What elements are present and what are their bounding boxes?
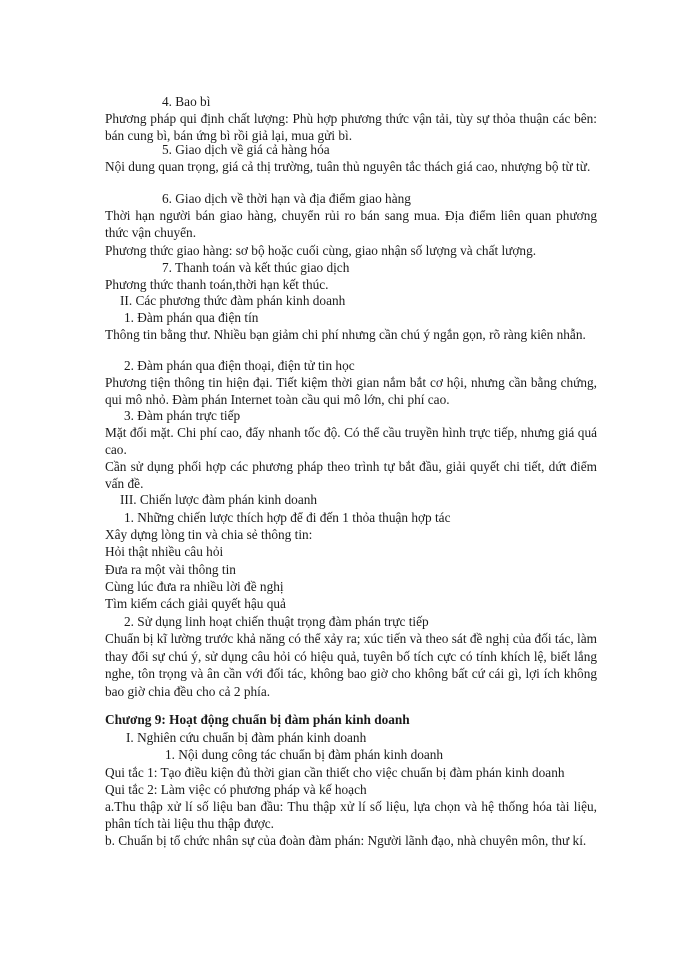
paragraph-b: b. Chuẩn bị tổ chức nhân sự của đoàn đàm phán: Người lãnh đạo, nhà chuyên môn, thư kí. bbox=[105, 833, 587, 848]
paragraph-chat-luong: Phương pháp qui định chất lượng: Phù hợp phương thức vận tải, tùy sự thỏa thuận các bên: bán cung bì, bán ứng bì rồi giả lại, mua gửi bì. bbox=[105, 111, 597, 143]
paragraph-gia-ca: Nội dung quan trọng, giá cả thị trường, tuân thủ nguyên tắc thách giá cao, nhượng bộ từ từ. bbox=[105, 159, 591, 174]
heading-III-1: 1. Những chiến lược thích hợp để đi đến 1 thỏa thuận hợp tác bbox=[124, 510, 451, 525]
chapter-title: Chương 9: Hoạt động chuẩn bị đàm phán kinh doanh bbox=[105, 712, 410, 727]
paragraph-II-3: Mặt đối mặt. Chi phí cao, đẩy nhanh tốc độ. Có thể cầu truyền hình trực tiếp, nhưng giá quá cao. bbox=[105, 425, 597, 457]
heading-II-1: 1. Đàm phán qua điện tín bbox=[124, 310, 259, 325]
heading-section-III: III. Chiến lược đàm phán kinh doanh bbox=[120, 492, 318, 507]
heading-gia-ca: 5. Giao dịch về giá cả hàng hóa bbox=[162, 142, 330, 157]
heading-I-1: 1. Nội dung công tác chuẩn bị đàm phán kinh doanh bbox=[165, 747, 444, 762]
heading-thanh-toan: 7. Thanh toán và kết thúc giao dịch bbox=[162, 260, 350, 275]
paragraph-II-2: Phương tiện thông tin hiện đại. Tiết kiệm thời gian nắm bắt cơ hội, nhưng cần bằng chứng, qui mô nhỏ. Đàm phán Internet toàn cầu qui mô lớn, chi phí cao. bbox=[105, 375, 597, 407]
list-item-dua-thong-tin: Đưa ra một vài thông tin bbox=[105, 562, 236, 577]
paragraph-qui-tac-2: Qui tắc 2: Làm việc có phương pháp và kế hoạch bbox=[105, 782, 367, 797]
heading-section-II: II. Các phương thức đàm phán kinh doanh bbox=[120, 293, 346, 308]
paragraph-xay-dung-long-tin: Xây dựng lòng tin và chia sẻ thông tin: bbox=[105, 527, 313, 542]
paragraph-thanh-toan: Phương thức thanh toán,thời hạn kết thúc. bbox=[105, 277, 329, 292]
list-item-cung-luc: Cùng lúc đưa ra nhiều lời đề nghị bbox=[105, 579, 284, 594]
heading-II-2: 2. Đàm phán qua điện thoại, điện tử tin học bbox=[124, 358, 355, 373]
paragraph-a: a.Thu thập xử lí số liệu ban đầu: Thu thập xử lí số liệu, lựa chọn và hệ thống hóa tài liệu, phân tích tài liệu thu thập được. bbox=[105, 799, 597, 831]
heading-bao-bi: 4. Bao bì bbox=[162, 94, 211, 109]
heading-II-3: 3. Đàm phán trực tiếp bbox=[124, 408, 241, 423]
heading-III-2: 2. Sử dụng linh hoạt chiến thuật trọng đàm phán trực tiếp bbox=[124, 614, 429, 629]
heading-section-I: I. Nghiên cứu chuẩn bị đàm phán kinh doanh bbox=[126, 730, 367, 745]
paragraph-II-1: Thông tin bằng thư. Nhiều bạn giảm chi phí nhưng cần chú ý ngắn gọn, rõ ràng kiên nhẫn. bbox=[105, 327, 586, 342]
paragraph-phuong-thuc-giao-hang: Phương thức giao hàng: sơ bộ hoặc cuối cùng, giao nhận số lượng và chất lượng. bbox=[105, 243, 537, 258]
list-item-tim-kiem: Tìm kiếm cách giải quyết hậu quả bbox=[105, 596, 286, 611]
paragraph-qui-tac-1: Qui tắc 1: Tạo điều kiện đủ thời gian cần thiết cho việc chuẩn bị đàm phán kinh doanh bbox=[105, 765, 565, 780]
paragraph-thoi-han: Thời hạn người bán giao hàng, chuyển rủi ro bán sang mua. Địa điểm liên quan phương thức vận chuyển. bbox=[105, 208, 597, 240]
paragraph-III-2: Chuẩn bị kĩ lường trước khả năng có thể xảy ra; xúc tiến và theo sát đề nghị của đối tác, làm thay đổi sự chú ý, sử dụng câu hỏi có hiệu quả, tuyên bố tích cực có tính khích lệ, biết lắng nghe, tôn trọng và ân cần với đối tác, không bao giờ cho không bất cứ cái gì, lợi ích không bao giờ chia đều cho cả 2 phía. bbox=[105, 631, 597, 699]
heading-thoi-han: 6. Giao dịch về thời hạn và địa điểm giao hàng bbox=[162, 191, 411, 206]
list-item-hoi-cau-hoi: Hỏi thật nhiều câu hỏi bbox=[105, 544, 224, 559]
paragraph-II-3b: Cần sử dụng phối hợp các phương pháp theo trình tự bắt đầu, giải quyết chi tiết, dứt điểm vấn đề. bbox=[105, 459, 597, 491]
